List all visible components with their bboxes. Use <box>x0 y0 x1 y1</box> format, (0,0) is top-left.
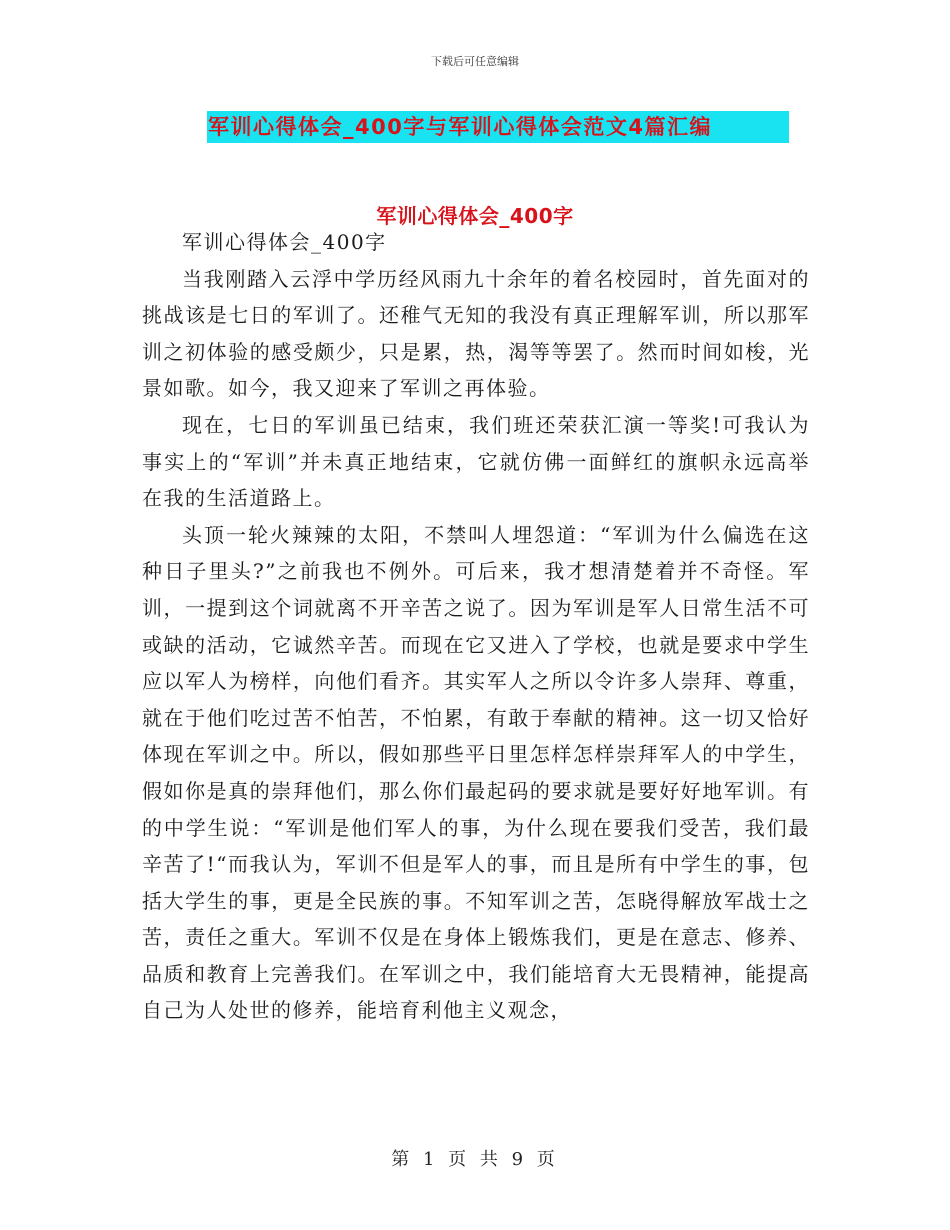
paragraph: 当我刚踏入云浮中学历经风雨九十余年的着名校园时，首先面对的挑战该是七日的军训了。还稚气无知的我没有真正理解军训，所以那军训之初体验的感受颇少，只是累，热，渴等等罢了。然而时间如梭，光景如歌。如今，我又迎来了军训之再体验。 <box>142 266 810 401</box>
page-number-footer: 第 1 页 共 9 页 <box>391 1149 559 1170</box>
header-note: 下载后可任意编辑 <box>431 55 519 68</box>
paragraph: 现在，七日的军训虽已结束，我们班还荣获汇演一等奖!可我认为事实上的“军训”并未真正地结束，它就仿佛一面鲜红的旗帜永远高举在我的生活道路上。 <box>142 412 810 511</box>
document-title-highlight <box>207 111 789 143</box>
document-body <box>142 224 810 1029</box>
paragraph-subtitle: 军训心得体会_400字 <box>182 230 387 254</box>
section-title: 军训心得体会_400字 <box>376 204 574 228</box>
paragraph: 头顶一轮火辣辣的太阳，不禁叫人埋怨道：“军训为什么偏选在这种日子里头?”之前我也不例外。可后来，我才想清楚着并不奇怪。军训，一提到这个词就离不开辛苦之说了。因为军训是军人日常生活不可或缺的活动，它诚然辛苦。而现在它又进入了学校，也就是要求中学生应以军人为榜样，向他们看齐。其实军人之所以令许多人崇拜、尊重，就在于他们吃过苦不怕苦，不怕累，有敢于奉献的精神。这一切又恰好体现在军训之中。所以，假如那些平日里怎样怎样崇拜军人的中学生，假如你是真的崇拜他们，那么你们最起码的要求就是要好好地军训。有的中学生说：“军训是他们军人的事，为什么现在要我们受苦，我们最辛苦了!“而我认为，军训不但是军人的事，而且是所有中学生的事，包括大学生的事，更是全民族的事。不知军训之苦，怎晓得解放军战士之苦，责任之重大。军训不仅是在身体上锻炼我们，更是在意志、修养、品质和教育上完善我们。在军训之中，我们能培育大无畏精神，能提高自己为人处世的修养，能培育利他主义观念， <box>142 522 810 1023</box>
document-title: 军训心得体会_400字与军训心得体会范文4篇汇编 <box>208 115 712 139</box>
